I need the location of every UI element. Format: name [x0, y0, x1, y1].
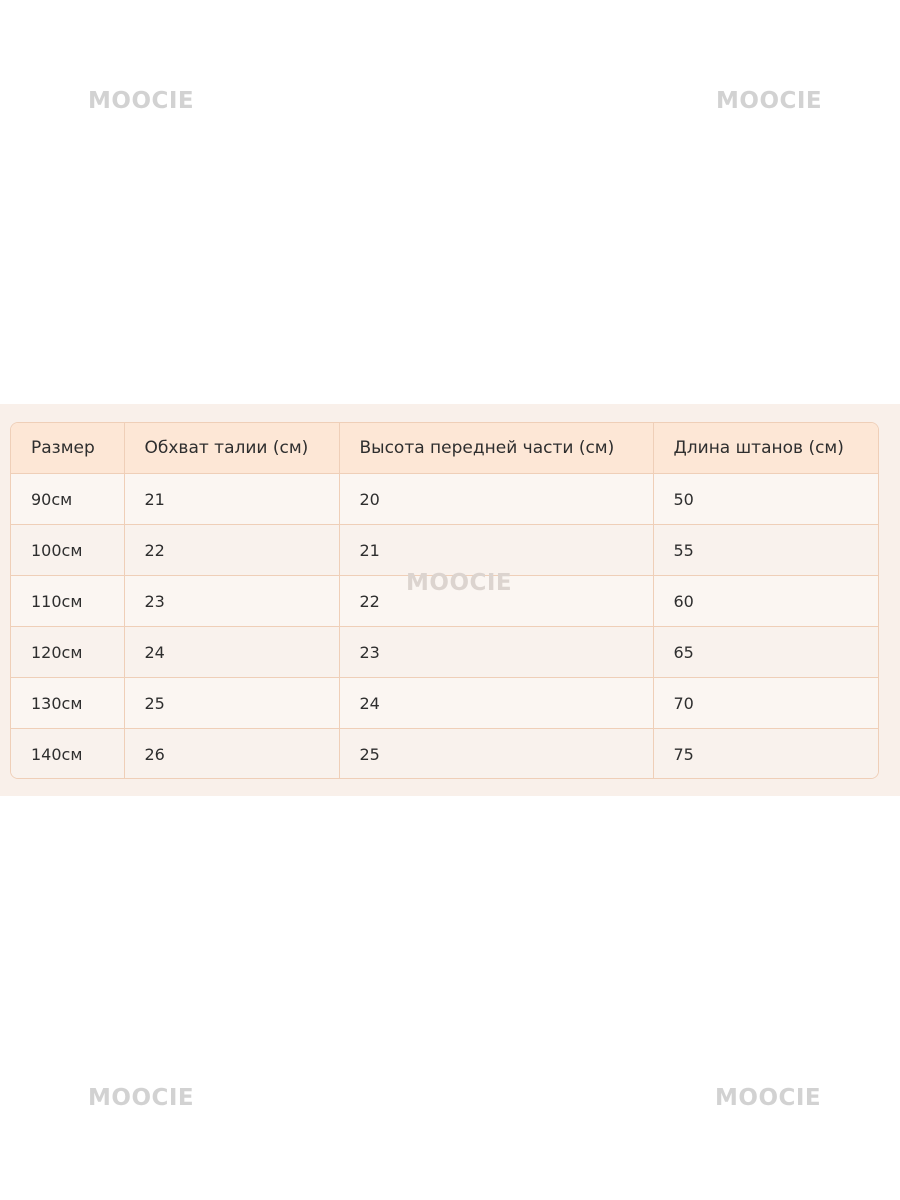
table-row: [11, 627, 878, 678]
cell-front-rise: 23: [339, 627, 653, 678]
table-header-row: [11, 423, 878, 474]
cell-front-rise: 22: [339, 576, 653, 627]
cell-size: 130см: [11, 678, 124, 729]
header-front-rise: Высота передней части (см): [339, 423, 653, 474]
watermark-center: MOOCIE: [406, 570, 513, 596]
cell-front-rise: 25: [339, 729, 653, 780]
table-row: [11, 474, 878, 525]
watermark-top-right: MOOCIE: [716, 88, 823, 114]
cell-waist: 25: [124, 678, 339, 729]
header-pants-length: Длина штанов (см): [653, 423, 878, 474]
cell-waist: 24: [124, 627, 339, 678]
cell-pants-length: 70: [653, 678, 878, 729]
header-size: Размер: [11, 423, 124, 474]
watermark-bottom-right: MOOCIE: [715, 1085, 822, 1111]
table-row: [11, 678, 878, 729]
cell-pants-length: 75: [653, 729, 878, 780]
size-chart-table: [11, 423, 878, 779]
size-chart-table-container: [10, 422, 879, 779]
cell-size: 110см: [11, 576, 124, 627]
cell-waist: 22: [124, 525, 339, 576]
table-row: [11, 525, 878, 576]
header-waist: Обхват талии (см): [124, 423, 339, 474]
table-row: [11, 729, 878, 780]
cell-pants-length: 50: [653, 474, 878, 525]
watermark-top-left: MOOCIE: [88, 88, 195, 114]
cell-pants-length: 55: [653, 525, 878, 576]
cell-waist: 26: [124, 729, 339, 780]
cell-waist: 21: [124, 474, 339, 525]
cell-size: 90см: [11, 474, 124, 525]
cell-size: 120см: [11, 627, 124, 678]
watermark-bottom-left: MOOCIE: [88, 1085, 195, 1111]
cell-size: 100см: [11, 525, 124, 576]
cell-front-rise: 21: [339, 525, 653, 576]
cell-pants-length: 65: [653, 627, 878, 678]
cell-front-rise: 24: [339, 678, 653, 729]
cell-front-rise: 20: [339, 474, 653, 525]
cell-waist: 23: [124, 576, 339, 627]
cell-pants-length: 60: [653, 576, 878, 627]
cell-size: 140см: [11, 729, 124, 780]
